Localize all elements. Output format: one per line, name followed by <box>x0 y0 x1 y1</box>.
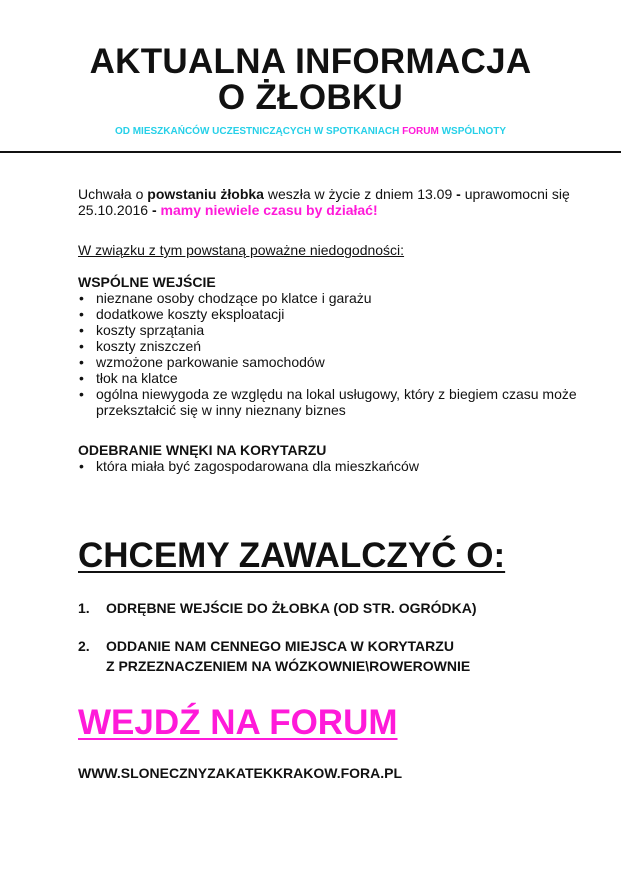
list-item-text: wzmożone parkowanie samochodów <box>96 354 325 370</box>
subtitle-after: WSPÓLNOTY <box>438 126 507 137</box>
main-content <box>78 186 598 474</box>
list-item <box>78 322 598 338</box>
intro-text-1: Uchwała o <box>78 186 148 202</box>
demand-text: ODDANIE NAM CENNEGO MIEJSCA W KORYTARZU <box>106 638 454 654</box>
demands-heading: CHCEMY ZAWALCZYĆ O: <box>78 536 506 575</box>
bullet-icon: • <box>79 354 84 370</box>
demand-number: 2. <box>78 638 90 654</box>
bullet-icon: • <box>79 458 84 474</box>
demand-text: ODRĘBNE WEJŚCIE DO ŻŁOBKA (OD STR. OGRÓDKA) <box>106 600 477 616</box>
list-item <box>78 354 598 370</box>
demand-number: 1. <box>78 600 90 616</box>
demand-item <box>78 636 598 676</box>
alcove-list <box>78 458 598 474</box>
header-divider <box>0 151 621 153</box>
intro-text-2: weszła w życie z dniem 13.09 <box>263 186 457 202</box>
subtitle-before: OD MIESZKAŃCÓW UCZESTNICZĄCYCH W SPOTKANIACH <box>114 126 403 137</box>
bullet-icon: • <box>79 306 84 322</box>
title-line-1: AKTUALNA INFORMACJA <box>89 42 532 81</box>
list-item-text: dodatkowe koszty eksploatacji <box>96 306 285 322</box>
demands-list <box>78 598 598 676</box>
list-item-text: koszty zniszczeń <box>96 338 202 354</box>
list-item <box>78 386 598 418</box>
intro-bold-1: powstaniu żłobka <box>147 186 264 202</box>
bullet-icon: • <box>79 338 84 354</box>
list-item-text: koszty sprzątania <box>96 322 205 338</box>
bullet-icon: • <box>79 290 84 306</box>
list-item-text: ogólna niewygoda ze względu na lokal usługowy, który z biegiem czasu może przekształcić się w inny nieznany biznes <box>96 386 577 418</box>
intro-dash-2: - <box>151 202 157 218</box>
intro-text-3: uprawomocni się 25.10.2016 <box>78 186 570 218</box>
title-line-2: O ŻŁOBKU <box>217 78 404 117</box>
intro-highlight: mamy niewiele czasu by działać! <box>160 202 378 218</box>
list-item-text: nieznane osoby chodzące po klatce i garażu <box>96 290 372 306</box>
section-heading-shared-entrance: WSPÓLNE WEJŚCIE <box>78 274 216 290</box>
list-item-text: tłok na klatce <box>96 370 178 386</box>
shared-entrance-list <box>78 290 598 418</box>
list-item <box>78 338 598 354</box>
demand-item <box>78 598 598 618</box>
list-item <box>78 290 598 306</box>
list-item <box>78 370 598 386</box>
forum-cta-link[interactable]: WEJDŹ NA FORUM <box>78 703 398 742</box>
problems-intro: W związku z tym powstaną poważne niedogodności: <box>78 242 405 258</box>
subtitle <box>0 126 621 137</box>
subtitle-forum: FORUM <box>402 126 439 137</box>
bullet-icon: • <box>79 386 84 402</box>
forum-url-link[interactable]: WWW.SLONECZNYZAKATEKKRAKOW.FORA.PL <box>78 765 403 781</box>
section-heading-alcove: ODEBRANIE WNĘKI NA KORYTARZU <box>78 442 327 458</box>
list-item <box>78 458 598 474</box>
demand-text-line-2: Z PRZEZNACZENIEM NA WÓZKOWNIE\ROWEROWNIE <box>106 658 471 674</box>
list-item <box>78 306 598 322</box>
bullet-icon: • <box>79 370 84 386</box>
intro-dash-1: - <box>456 186 461 202</box>
bullet-icon: • <box>79 322 84 338</box>
intro-paragraph <box>78 186 598 218</box>
list-item-text: która miała być zagospodarowana dla mieszkańców <box>96 458 419 474</box>
